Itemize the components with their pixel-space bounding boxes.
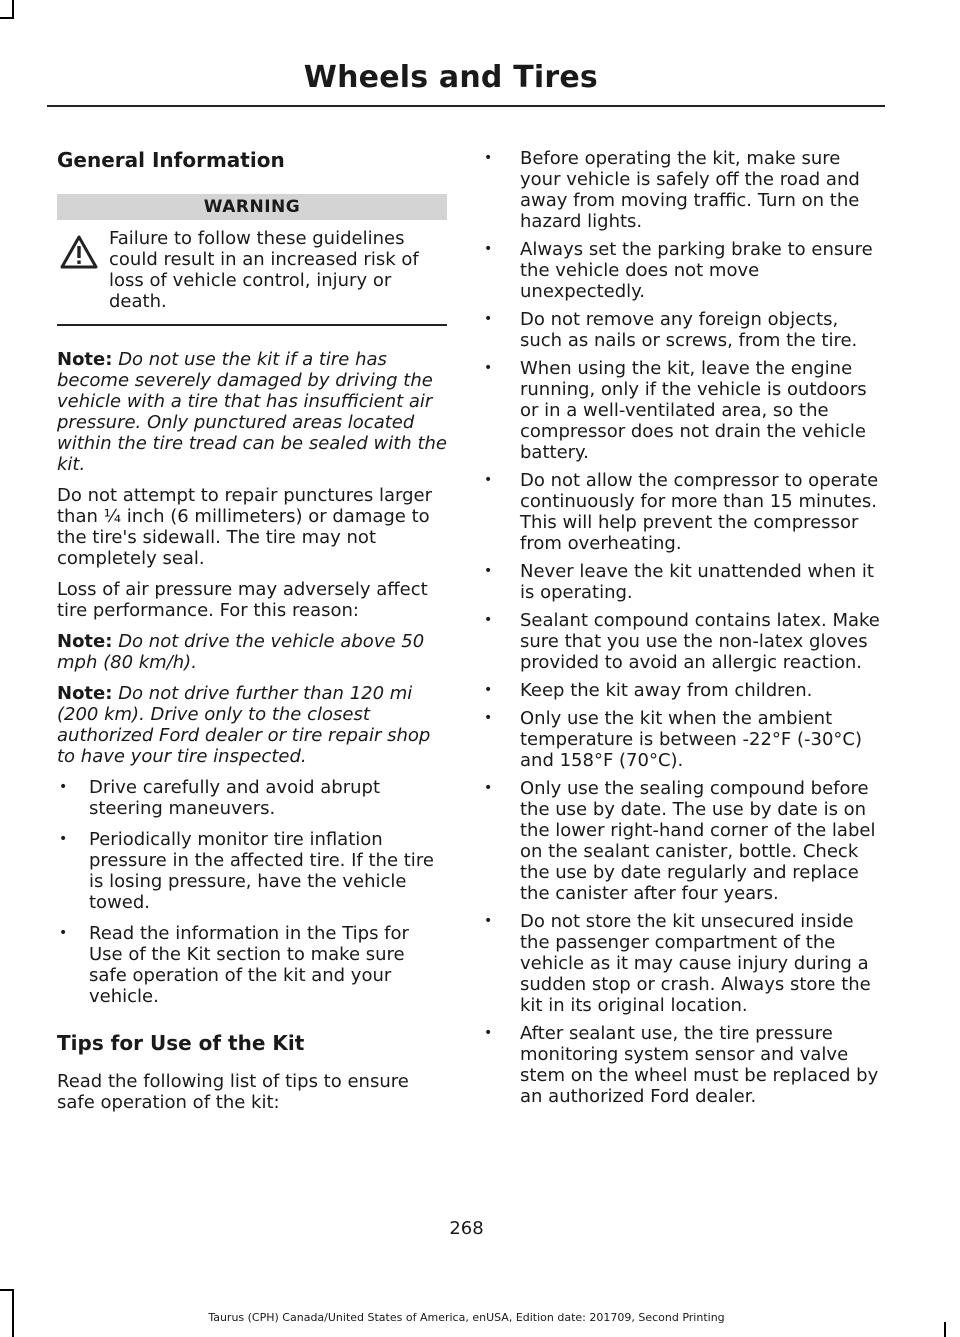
crop-mark-top-left bbox=[12, 0, 14, 18]
list-item: • Sealant compound contains latex. Make sure that you use the non-latex gloves provided to avoid an allergic reaction. bbox=[481, 610, 881, 673]
note-kit-usage bbox=[57, 349, 447, 475]
list-item: • Drive carefully and avoid abrupt steering maneuvers. bbox=[57, 777, 447, 819]
warning-text: Failure to follow these guidelines could result in an increased risk of loss of vehicle control, injury or death. bbox=[109, 228, 419, 312]
note-text: Do not use the kit if a tire has become severely damaged by driving the vehicle with a tire that has insufficient air pressure. Only punctured areas located within the tire tread can be sealed with the kit. bbox=[57, 349, 447, 475]
page-number: 268 bbox=[449, 1218, 484, 1239]
list-item: • Never leave the kit unattended when it is operating. bbox=[481, 561, 881, 603]
list-item: • Do not store the kit unsecured inside the passenger compartment of the vehicle as it may cause injury during a sudden stop or crash. Always store the kit in its original location. bbox=[481, 911, 881, 1016]
section-title: Wheels and Tires bbox=[303, 60, 598, 95]
list-item: • Keep the kit away from children. bbox=[481, 680, 881, 701]
warning-box bbox=[57, 194, 447, 326]
list-item: • Do not remove any foreign objects, such as nails or screws, from the tire. bbox=[481, 309, 881, 351]
heading-general-information: General Information bbox=[57, 148, 285, 172]
note-distance-limit bbox=[57, 683, 447, 767]
list-item: • Do not allow the compressor to operate continuously for more than 15 minutes. This will help prevent the compressor from overheating. bbox=[481, 470, 881, 554]
note-label: Note: bbox=[57, 683, 113, 704]
list-item: • Only use the kit when the ambient temperature is between -22°F (-30°C) and 158°F (70°C). bbox=[481, 708, 881, 771]
heading-tips: Tips for Use of the Kit bbox=[57, 1031, 305, 1055]
list-item: • Before operating the kit, make sure your vehicle is safely off the road and away from moving traffic. Turn on the hazard lights. bbox=[481, 148, 881, 232]
note-label: Note: bbox=[57, 349, 113, 370]
warning-label: WARNING bbox=[57, 194, 447, 220]
list-item: • Read the information in the Tips for Use of the Kit section to make sure safe operation of the kit and your vehicle. bbox=[57, 923, 447, 1007]
crop-mark-top-left-h bbox=[0, 17, 14, 19]
header-rule bbox=[47, 105, 885, 107]
paragraph-air-pressure: Loss of air pressure may adversely affect tire performance. For this reason: bbox=[57, 579, 428, 621]
list-item: • When using the kit, leave the engine running, only if the vehicle is outdoors or in a well-ventilated area, so the compressor does not drain the vehicle battery. bbox=[481, 358, 881, 463]
note-label: Note: bbox=[57, 631, 113, 652]
crop-mark-bottom-left-h bbox=[0, 1289, 14, 1291]
right-column bbox=[481, 140, 881, 1114]
list-item: • Always set the parking brake to ensure the vehicle does not move unexpectedly. bbox=[481, 239, 881, 302]
list-item: • Periodically monitor tire inflation pressure in the affected tire. If the tire is losing pressure, have the vehicle towed. bbox=[57, 829, 447, 913]
edition-footer: Taurus (CPH) Canada/United States of America, enUSA, Edition date: 201709, Second Printing bbox=[208, 1311, 725, 1324]
warning-rule bbox=[57, 324, 447, 326]
warning-body bbox=[57, 228, 447, 312]
warning-triangle-icon bbox=[59, 234, 101, 275]
paragraph-tips-intro: Read the following list of tips to ensure safe operation of the kit: bbox=[57, 1071, 409, 1113]
paragraph-puncture-size: Do not attempt to repair punctures larger than ¼ inch (6 millimeters) or damage to the tire's sidewall. The tire may not completely seal. bbox=[57, 485, 433, 569]
note-text: Do not drive further than 120 mi (200 km). Drive only to the closest authorized Ford dealer or tire repair shop to have your tire inspected. bbox=[57, 683, 431, 767]
crop-mark-bottom-right bbox=[944, 1322, 946, 1337]
note-text: Do not drive the vehicle above 50 mph (80 km/h). bbox=[57, 631, 425, 673]
left-bullet-list bbox=[57, 777, 447, 1007]
right-bullet-list bbox=[481, 148, 881, 1107]
left-column bbox=[57, 140, 447, 1113]
note-speed-limit bbox=[57, 631, 447, 673]
list-item: • Only use the sealing compound before the use by date. The use by date is on the lower right-hand corner of the label on the sealant canister, bottle. Check the use by date regularly and replace the canister after four years. bbox=[481, 778, 881, 904]
list-item: • After sealant use, the tire pressure monitoring system sensor and valve stem on the wheel must be replaced by an authorized Ford dealer. bbox=[481, 1023, 881, 1107]
